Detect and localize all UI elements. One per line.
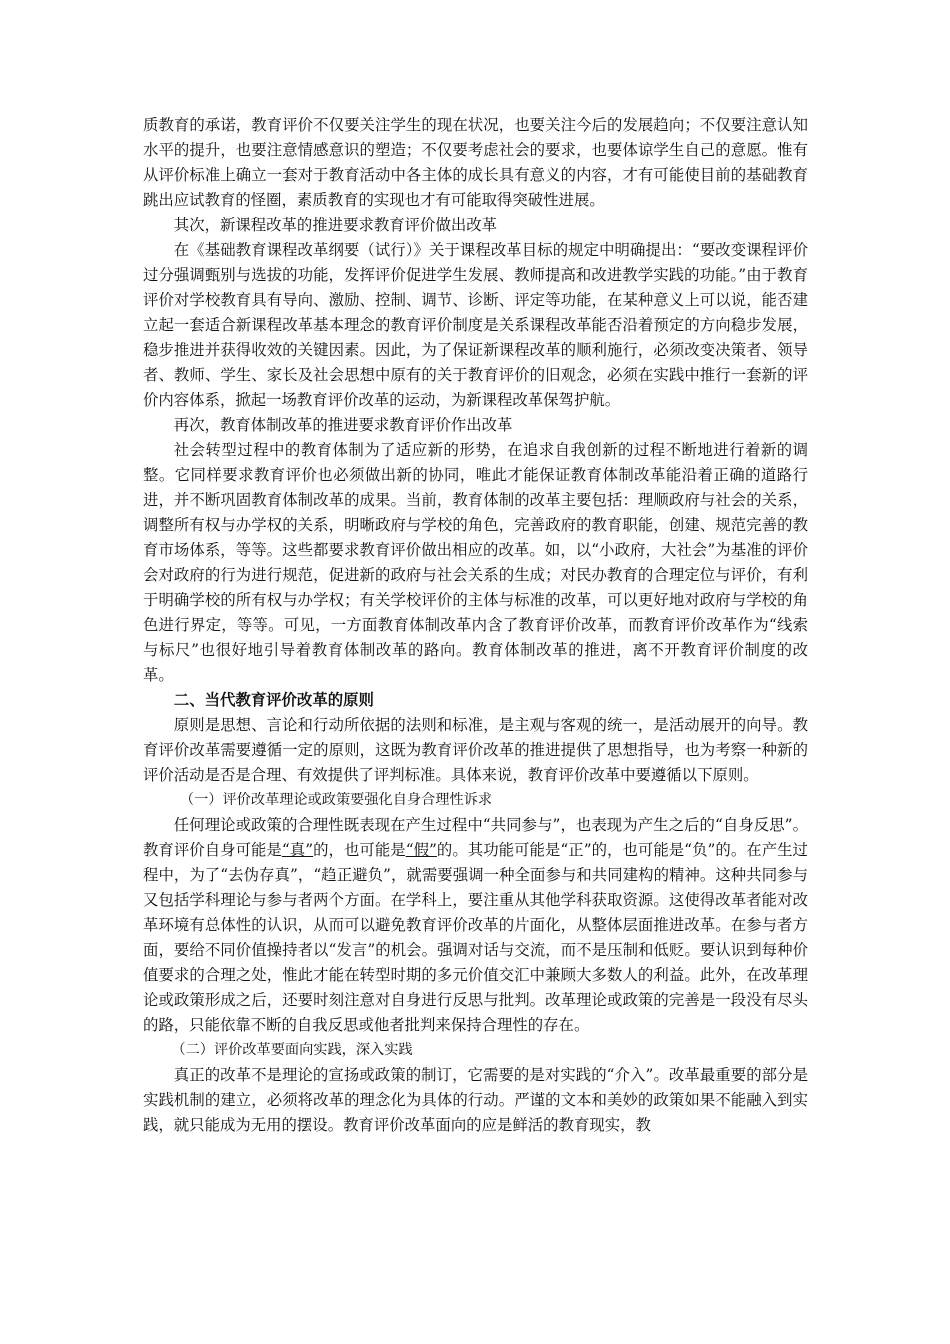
body-text xyxy=(143,113,808,1138)
paragraph-rationality-part-c: 的。其功能可能是“正”的，也可能是“负”的。在产生过程中，为了“去伪存真”，“趋正避负”，就需要强调一种全面参与和共同建构的精神。这种共同参与又包括学科理论与参与者两个方面。在学科上，要注重从其他学科获取资源。这使得改革者能对改革环境有总体性的认识，从而可以避免教育评价改革的片面化，从整体层面推进改革。在参与者方面，要给不同价值操持者以“发言”的机会。强调对话与交流，而不是压制和低贬。要认识到每种价值要求的合理之处，惟此才能在转型时期的多元价值交汇中兼顾大多数人的利益。此外，在改革理论或政策形成之后，还要时刻注意对自身进行反思与批判。改革理论或政策的完善是一段没有尽头的路，只能依靠不断的自我反思或他者批判来保持合理性的存在。 xyxy=(143,841,808,1034)
subsection-title-rationality: （一）评价改革理论或政策要强化自身合理性诉求 xyxy=(179,792,493,808)
subsection-title-practice: （二）评价改革要面向实践，深入实践 xyxy=(171,1042,413,1058)
heading-second-reason: 其次，新课程改革的推进要求教育评价做出改革 xyxy=(173,216,498,234)
paragraph-practice: 真正的改革不是理论的宣扬或政策的制订，它需要的是对实践的“介入”。改革最重要的部分是实践机制的建立，必须将改革的理念化为具体的行动。严谨的文本和美妙的政策如果不能融入到实践，就只能成为无用的摆设。教育评价改革面向的应是鲜活的教育现实，教 xyxy=(143,1066,808,1134)
paragraph-rationality-part-a: 任何理论或政策的合理性既表现在产生过程中“共同参与”，也表现为产生之后的“自身反思”。教育评价自身可能是 xyxy=(143,816,808,859)
paragraph-principles-intro: 原则是思想、言论和行动所依据的法则和标准，是主观与客观的统一，是活动展开的向导。教育评价改革需要遵循一定的原则，这既为教育评价改革的推进提供了思想指导，也为考察一种新的评价活动是否是合理、有效提供了评判标准。具体来说，教育评价改革中要遵循以下原则。 xyxy=(143,716,808,784)
underlined-true: “真” xyxy=(281,841,314,859)
paragraph-system-reform: 社会转型过程中的教育体制为了适应新的形势，在追求自我创新的过程不断地进行着新的调整。它同样要求教育评价也必须做出新的协同，唯此才能保证教育体制改革能沿着正确的道路行进，并不断巩固教育体制改革的成果。当前，教育体制的改革主要包括：理顺政府与社会的关系，调整所有权与办学权的关系，明晰政府与学校的角色，完善政府的教育职能，创建、规范完善的教育市场体系，等等。这些都要求教育评价做出相应的改革。如，以“小政府，大社会”为基准的评价会对政府的行为进行规范，促进新的政府与社会关系的生成；对民办教育的合理定位与评价，有利于明确学校的所有权与办学权；有关学校评价的主体与标准的改革，可以更好地对政府与学校的角色进行界定，等等。可见，一方面教育体制改革内含了教育评价改革，而教育评价改革作为“线索与标尺”也很好地引导着教育体制改革的路向。教育体制改革的推进，离不开教育评价制度的改革。 xyxy=(143,441,808,684)
heading-third-reason: 再次，教育体制改革的推进要求教育评价作出改革 xyxy=(173,416,513,434)
paragraph-rationality xyxy=(143,813,808,1038)
paragraph-rationality-part-b: 的，也可能是 xyxy=(313,841,406,859)
underlined-false: “假” xyxy=(405,841,437,859)
paragraph-curriculum-reform: 在《基础教育课程改革纲要（试行）》关于课程改革目标的规定中明确提出：“要改变课程评价过分强调甄别与选拔的功能，发挥评价促进学生发展、教师提高和改进教学实践的功能。”由于教育评价对学校教育具有导向、激励、控制、调节、诊断、评定等功能，在某种意义上可以说，能否建立起一套适合新课程改革基本理念的教育评价制度是关系课程改革能否沿着预定的方向稳步发展，稳步推进并获得收效的关键因素。因此，为了保证新课程改革的顺利施行，必须改变决策者、领导者、教师、学生、家长及社会思想中原有的关于教育评价的旧观念，必须在实践中推行一套新的评价内容体系，掀起一场教育评价改革的运动，为新课程改革保驾护航。 xyxy=(143,241,808,409)
section-title-principles: 二、当代教育评价改革的原则 xyxy=(173,691,374,709)
paragraph-continued: 质教育的承诺，教育评价不仅要关注学生的现在状况，也要关注今后的发展趋向；不仅要注意认知水平的提升，也要注意情感意识的塑造；不仅要考虑社会的要求，也要体谅学生自己的意愿。惟有从评价标准上确立一套对于教育活动中各主体的成长具有意义的内容，才有可能使目前的基础教育跳出应试教育的怪圈，素质教育的实现也才有可能取得突破性进展。 xyxy=(143,116,808,209)
